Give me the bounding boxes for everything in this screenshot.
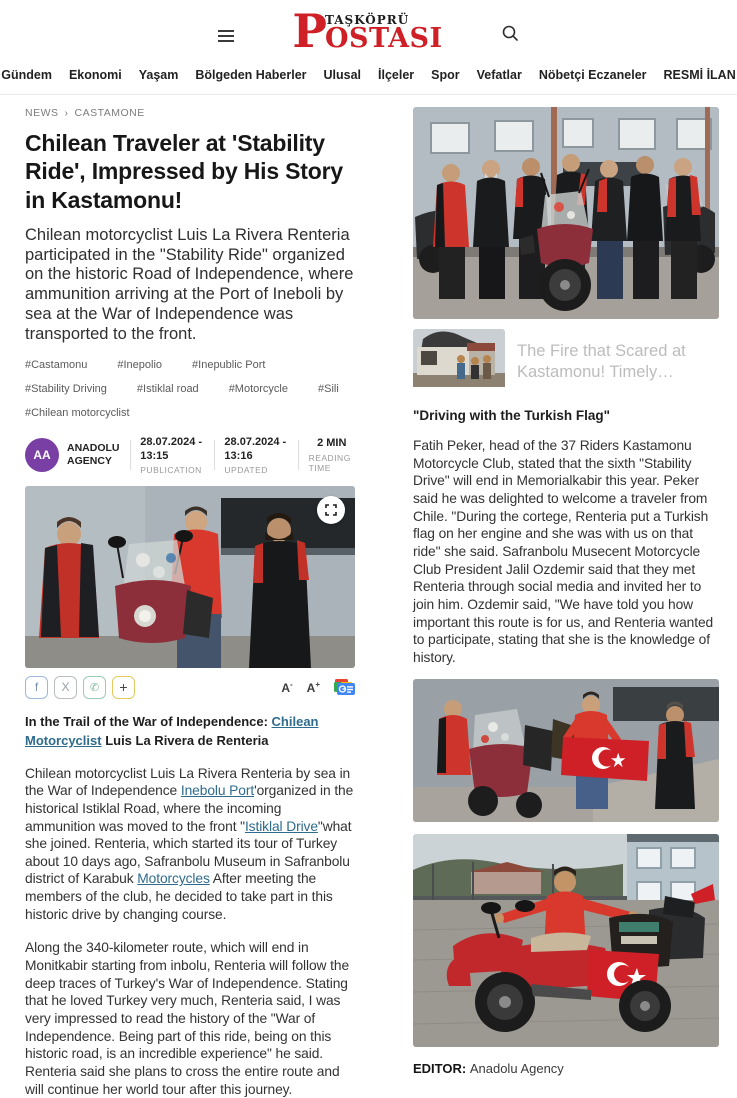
google-news-icon[interactable] bbox=[334, 679, 355, 695]
breadcrumb bbox=[25, 107, 355, 119]
nav-item-gundem[interactable]: Gündem bbox=[1, 68, 52, 82]
editor-label: EDITOR: bbox=[413, 1060, 467, 1076]
publication-date: 28.07.2024 - 13:15 bbox=[140, 435, 203, 462]
reading-time: 2 MIN bbox=[317, 437, 347, 450]
related-news-title: The Fire that Scared at Kastamonu! Timely… bbox=[517, 342, 686, 382]
facebook-share-button[interactable]: f bbox=[25, 676, 48, 699]
search-icon[interactable] bbox=[501, 24, 519, 47]
logo-initial: P bbox=[292, 4, 327, 58]
share-toolbar bbox=[25, 676, 355, 699]
nav-item-ekonomi[interactable]: Ekonomi bbox=[68, 68, 122, 82]
inebolu-port-link[interactable]: Inebolu Port bbox=[180, 783, 255, 799]
nav-item-yasam[interactable]: Yaşam bbox=[138, 68, 179, 82]
nav-item-ilceler[interactable]: İlçeler bbox=[378, 68, 415, 82]
font-increase-button[interactable]: A+ bbox=[306, 679, 320, 695]
twitter-share-button[interactable]: X bbox=[54, 676, 77, 699]
istiklal-drive-link[interactable]: Istiklal Drive bbox=[244, 818, 318, 834]
whatsapp-share-button[interactable]: ✆ bbox=[83, 676, 106, 699]
tag[interactable]: #Motorcycle bbox=[228, 382, 288, 395]
menu-icon[interactable] bbox=[218, 27, 234, 45]
editor-value: Anadolu Agency bbox=[469, 1060, 564, 1076]
article-lead: Chilean motorcyclist Luis La Rivera Renteria participated in the "Stability Ride" organized on the historic Road of Independence, where ammunition arriving at the Port of Ineboli by sea at the War of Independence was transported to the front. bbox=[25, 225, 354, 343]
logo-top-text: TAŞKÖPRÜ bbox=[324, 12, 410, 27]
nav-item-vefatlar[interactable]: Vefatlar bbox=[476, 68, 522, 82]
photo-caption: In the Trail of the War of Independence: Chilean Motorcyclist Luis La Rivera de Renteria bbox=[25, 713, 319, 748]
agency-name: ANADOLU AGENCY bbox=[67, 441, 120, 468]
tag-list bbox=[25, 359, 355, 419]
article-paragraph-2: Along the 340-kilometer route, which will end in Monitkabir starting from inbolu, Renteria will follow the deep traces of Turkey's War of Independence. Stating that he loved Turkey very much, Renteria said, I was very impressed to read the history of the "War of Independence. Being part of this ride, being on this historic road, is an incredible experience" he said. Renteria said she plans to cross the entire route and will continue her world tour after this journey. bbox=[25, 940, 350, 1097]
tag[interactable]: #Sili bbox=[317, 382, 339, 395]
tag[interactable]: #Inepolio bbox=[117, 358, 163, 371]
nav-item-spor[interactable]: Spor bbox=[431, 68, 460, 82]
site-header bbox=[0, 0, 737, 58]
reading-time-label: READING TIME bbox=[308, 452, 351, 474]
main-navigation bbox=[0, 58, 737, 95]
byline bbox=[25, 435, 355, 476]
sidebar-paragraph: Fatih Peker, head of the 37 Riders Kastamonu Motorcycle Club, stated that the sixth "Stability Drive" will end in Memorialkabir this year. Peker said he was delighted to welcome a traveler from Chile. "During the cortege, Renteria put a Turkish flag on her engine and she was with us on that ride" she said. Safranbolu Musecent Motorcycle Club President Jalil Ozdemir said that they met Renteria through social media and invited her to join him. Ozdemir said, "We have told you how important this route is for us, and Renteria wanted to participate, stating that she is the knowledge of history. bbox=[413, 438, 714, 665]
motorcycles-link[interactable]: Motorcycles bbox=[137, 871, 210, 887]
more-share-button[interactable]: + bbox=[112, 676, 135, 699]
tag[interactable]: #Stability Driving bbox=[25, 382, 107, 395]
tag[interactable]: #Istiklal road bbox=[136, 382, 199, 395]
nav-item-resmi-ilan[interactable]: RESMİ İLAN bbox=[663, 68, 736, 82]
publication-label: PUBLICATION bbox=[140, 465, 202, 476]
tag[interactable]: #Castamonu bbox=[25, 358, 88, 371]
caption-link[interactable]: Chilean Motorcyclist bbox=[25, 713, 319, 748]
nav-item-bolgeden-haberler[interactable]: Bölgeden Haberler bbox=[195, 68, 307, 82]
tag[interactable]: #Chilean motorcyclist bbox=[25, 406, 130, 419]
site-logo[interactable] bbox=[292, 4, 443, 58]
font-decrease-button[interactable]: A- bbox=[281, 679, 293, 695]
article-main-photo bbox=[25, 486, 355, 668]
page-title: Chilean Traveler at 'Stability Ride', Impressed by His Story in Kastamonu! bbox=[25, 130, 343, 213]
updated-label: UPDATED bbox=[224, 465, 268, 476]
section-subheading: "Driving with the Turkish Flag" bbox=[413, 408, 611, 423]
updated-date: 28.07.2024 - 13:16 bbox=[224, 435, 287, 462]
article-paragraph-1: Chilean motorcyclist Luis La Rivera Renteria by sea in the War of Independence Inebolu Port'organized in the historical Istiklal Road, where the incoming ammunition was moved to the front "Istiklal Drive"what she joined. Renteria, which started its tour of Turkey about 10 days ago, Safranbolu Museum in Safranbolu district of Karabuk Motorcycles After meeting the members of the club, he decided to take part in this historic drive by changing course. bbox=[25, 765, 354, 922]
tag[interactable]: #Inepublic Port bbox=[192, 358, 266, 371]
related-news-thumbnail bbox=[413, 329, 505, 392]
nav-item-ulusal[interactable]: Ulusal bbox=[323, 68, 362, 82]
breadcrumb-news[interactable]: NEWS bbox=[25, 107, 59, 119]
nav-item-nobetci-eczaneler[interactable]: Nöbetçi Eczaneler bbox=[538, 68, 647, 82]
fullscreen-icon[interactable] bbox=[317, 496, 345, 524]
main-photo-illustration bbox=[25, 486, 355, 668]
breadcrumb-separator: › bbox=[64, 107, 69, 119]
editor-credit bbox=[413, 1061, 719, 1076]
breadcrumb-category[interactable]: CASTAMONE bbox=[74, 107, 145, 119]
related-news-item[interactable] bbox=[413, 329, 719, 392]
riders-group-photo bbox=[413, 107, 719, 319]
avatar: AA bbox=[25, 438, 59, 472]
red-motorcycle-photo bbox=[413, 834, 719, 1047]
logo-bottom-text: OSTASI bbox=[324, 22, 443, 54]
turkish-flag-photo bbox=[413, 679, 719, 822]
